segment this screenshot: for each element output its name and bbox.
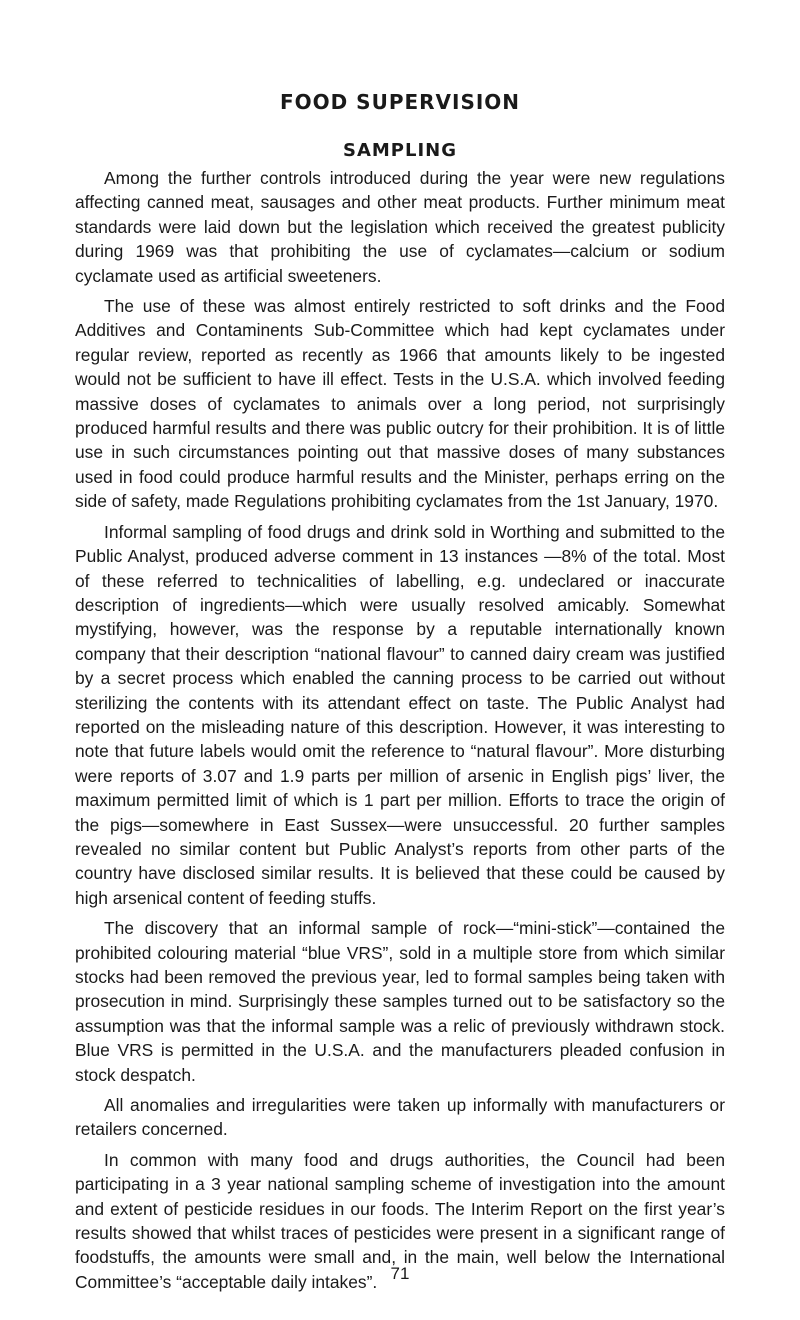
section-heading: SAMPLING [342,140,457,161]
body-text [75,166,725,1300]
paragraph: Among the further controls introduced during the year were new regulations affecting canned meat, sausages and other meat products. Further minimum meat standards were laid down but the legislation which received the greatest publicity during 1969 was that prohibiting the use of cyclamates—calcium or sodium cyclamate used as artificial sweeteners. [75,168,725,286]
page-title: FOOD SUPERVISION [279,90,521,114]
paragraph: Informal sampling of food drugs and drink sold in Worthing and submitted to the Public Analyst, produced adverse comment in 13 instances —8% of the total. Most of these referred to technicalities of labelling, e.g. undeclared or inaccurate description of ingredients—which were usually resolved amicably. Somewhat mystifying, however, was the response by a reputable internationally known company that their description “national flavour” to canned dairy cream was justified by a secret process which enabled the canning process to be carried out without sterilizing the contents with its attendant effect on taste. The Public Analyst had reported on the misleading nature of this description. However, it was interesting to note that future labels would omit the reference to “natural flavour”. More disturbing were reports of 3.07 and 1.9 parts per million of arsenic in English pigs’ liver, the maximum permitted limit of which is 1 part per million. Efforts to trace the origin of the pigs—somewhere in East Sussex—were unsuccessful. 20 further samples revealed no similar content but Public Analyst’s reports from other parts of the country have disclosed similar results. It is believed that these could be caused by high arsenical content of feeding stuffs. [75,521,725,908]
page-number: 71 [390,1264,410,1283]
paragraph: The use of these was almost entirely restricted to soft drinks and the Food Additives and Contaminents Sub-Committee which had kept cyclamates under regular review, reported as recently as 1966 that amounts likely to be ingested would not be sufficient to have ill effect. Tests in the U.S.A. which involved feeding massive doses of cyclamates to animals over a long period, not surprisingly produced harmful results and there was public outcry for their prohibition. It is of little use in such circumstances pointing out that massive doses of many substances used in food could produce harmful results and the Minister, perhaps erring on the side of safety, made Regulations prohibiting cyclamates from the 1st January, 1970. [75,296,725,512]
paragraph: The discovery that an informal sample of rock—“mini-stick”—contained the prohibited colouring material “blue VRS”, sold in a multiple store from which similar stocks had been removed the previous year, led to formal samples being taken with prosecution in mind. Surprisingly these samples turned out to be satisfactory so the assumption was that the informal sample was a relic of previously withdrawn stock. Blue VRS is permitted in the U.S.A. and the manufacturers pleaded confusion in stock despatch. [75,918,725,1085]
paragraph: In common with many food and drugs authorities, the Council had been participating in a 3 year national sampling scheme of investigation into the amount and extent of pesticide residues in our foods. The Interim Report on the first year’s results showed that whilst traces of pesticides were present in a significant range of foodstuffs, the amounts were small and, in the main, well below the International Committee’s “acceptable daily intakes”. [75,1149,725,1292]
paragraph: All anomalies and irregularities were taken up informally with manufacturers or retailers concerned. [75,1095,725,1140]
